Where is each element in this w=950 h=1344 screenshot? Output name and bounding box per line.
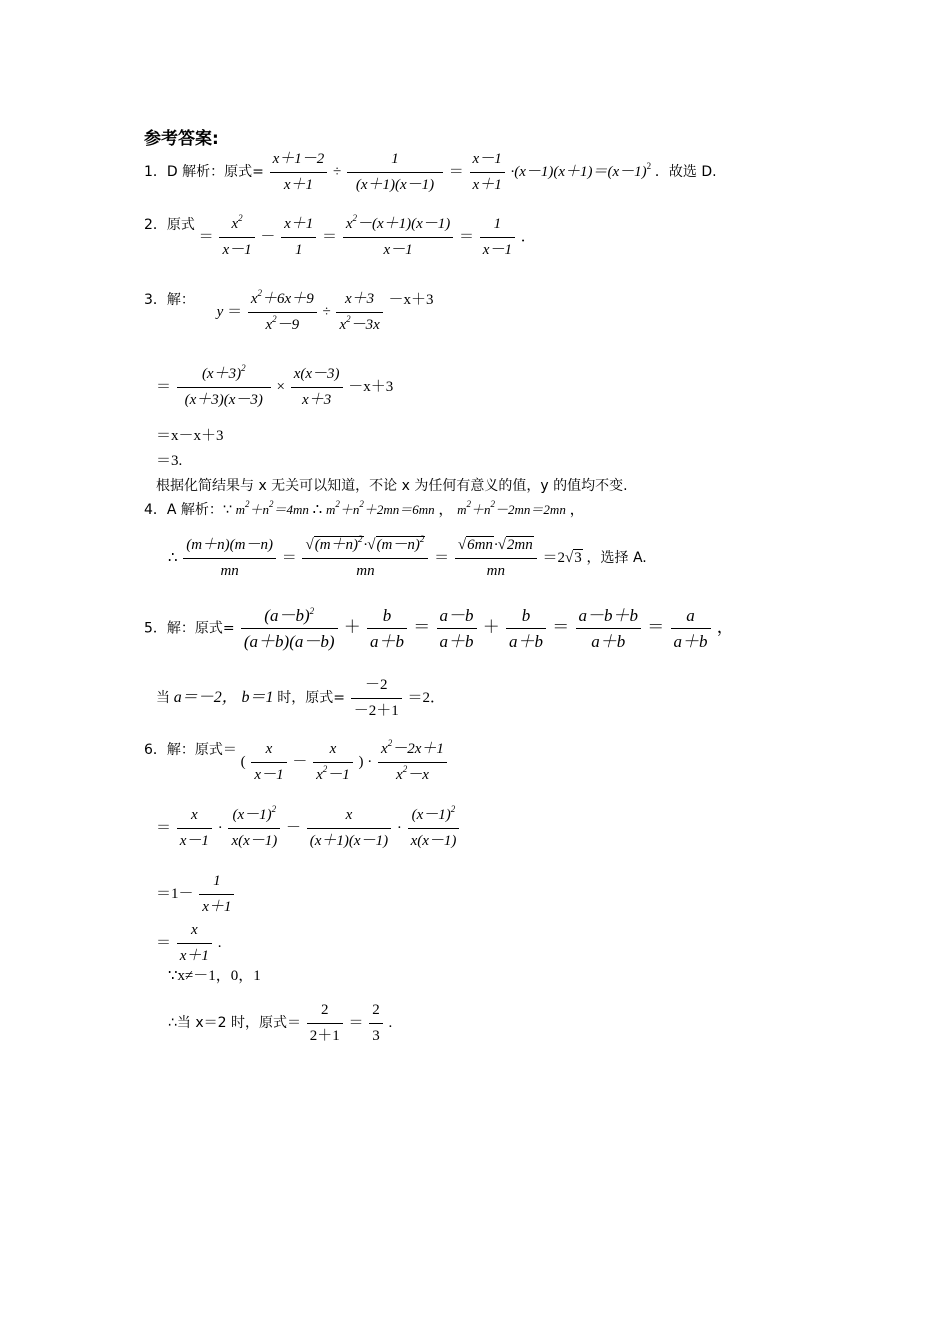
q3-label: 3．解： — [144, 291, 195, 308]
q6-frac-1: $\frac{x}{x-1}$ — [251, 740, 286, 785]
q1-frac-2: $\frac{1}{(x+1)(x-1)}$ — [347, 150, 443, 195]
q5-mid: 时，原式= — [277, 689, 346, 706]
q3-divide: ÷ — [322, 303, 331, 320]
q6-step6-frac-1: $\frac{2}{2+1}$ — [307, 1001, 343, 1046]
q4-therefore: ∴ — [312, 502, 323, 518]
q6-dot: · — [367, 753, 373, 770]
q5-line-1 — [144, 606, 734, 651]
q2-minus: － — [260, 228, 276, 245]
q5-label: 5．解：原式= — [144, 620, 235, 637]
q2-frac-2: $\frac{x+1}{1}$ — [281, 215, 316, 260]
q1-tail: ·(x－1)(x＋1)＝(x－1) — [510, 163, 647, 180]
q4-label: 4．A 解析：∵ — [144, 502, 232, 518]
q6-step2-frac-1: $\frac{x}{x-1}$ — [177, 806, 212, 851]
q5-b-value: b＝1 — [241, 688, 274, 706]
q4-cond-2: $m^2+n^2+2mn=6mn$ — [325, 499, 435, 517]
q3-line-1 — [144, 290, 434, 335]
q6-right-paren: ) — [358, 753, 364, 770]
q3-frac-1: $\frac{x^2+6x+9}{x^2-9}$ — [248, 290, 317, 335]
q1-frac-1: $\frac{x+1-2}{x+1}$ — [270, 150, 328, 195]
q3-step2-frac-2: $\frac{x(x-3)}{x+3}$ — [291, 365, 343, 410]
q3-y: y — [216, 303, 224, 320]
q3-line-2 — [156, 365, 393, 410]
q2-frac-1: $\frac{x^2}{x-1}$ — [219, 215, 254, 260]
q1-end: ．故选 D. — [654, 163, 717, 180]
q4-equals-2: ＝ — [434, 549, 450, 566]
q5-when: 当 — [156, 689, 170, 706]
q3-line-3: ＝x－x＋3 — [156, 428, 224, 444]
q1-label: 1．D 解析：原式= — [144, 163, 264, 180]
q3-times: × — [276, 378, 285, 395]
q5-frac-2: $\frac{b}{a+b}$ — [367, 606, 407, 651]
q2-equals-1: ＝ — [198, 228, 214, 245]
q4-comma-2: ， — [569, 502, 585, 518]
q4-equals-1: ＝ — [281, 549, 297, 566]
q3-step2-tail: －x＋3 — [348, 378, 394, 395]
q6-step6-equals: ＝ — [348, 1014, 364, 1031]
q3-step2-equals: ＝ — [156, 378, 172, 395]
q3-step2-frac-1: $\frac{(x+3)^2}{(x+3)(x-3)}$ — [177, 365, 271, 410]
q5-frac-5: $\frac{a-b+b}{a+b}$ — [576, 606, 642, 651]
q2-line — [144, 215, 536, 260]
q4-frac-3: $\frac{√6mn\cdot√2mn}{mn}$ — [455, 536, 537, 581]
q5-a-value: a＝－2， — [173, 688, 238, 706]
q5-line-2 — [156, 676, 445, 721]
q6-line-6 — [168, 1001, 392, 1046]
q5-plus-2: ＋ — [482, 617, 500, 637]
q6-step2-equals: ＝ — [156, 819, 172, 836]
q6-step6-pre: ∴当 x＝2 时，原式＝ — [168, 1014, 301, 1031]
q5-result: ＝2． — [407, 689, 446, 706]
q5-frac-1: $\frac{(a-b)^2}{(a+b)(a-b)}$ — [241, 606, 338, 651]
q5-equals-3: ＝ — [647, 617, 665, 637]
q6-step2-dot-2: · — [396, 819, 402, 836]
q2-end: ． — [520, 228, 536, 245]
q2-label: 2．原式 — [144, 216, 195, 233]
q4-cond-1: $m^2+n^2=4mn$ — [235, 499, 309, 517]
q4-comma: ， — [438, 502, 454, 518]
q3-frac-2: $\frac{x+3}{x^2-3x}$ — [336, 290, 382, 335]
q4-line-2 — [168, 536, 647, 581]
q4-therefore-2: ∴ — [168, 549, 178, 566]
q4-result: ＝2 — [542, 549, 566, 566]
answer-heading: 参考答案: — [144, 129, 219, 149]
q5-equals-1: ＝ — [413, 617, 431, 637]
q6-step6-end: . — [388, 1014, 393, 1031]
q2-equals-2: ＝ — [322, 228, 338, 245]
q3-conclusion: 根据化简结果与 x 无关可以知道，不论 x 为任何有意义的值，y 的值均不变. — [156, 478, 628, 494]
q3-equals: ＝ — [227, 303, 243, 320]
q6-step2-frac-4: $\frac{(x-1)^2}{x(x-1)}$ — [408, 806, 460, 851]
q5-value-frac: $\frac{-2}{-2+1}$ — [351, 676, 402, 721]
q6-step4-end: . — [217, 934, 222, 951]
q5-end: ， — [716, 617, 734, 637]
q1-line — [144, 150, 717, 195]
q6-line-2 — [156, 806, 461, 851]
q2-frac-3: $\frac{x^2-(x+1)(x-1)}{x-1}$ — [343, 215, 453, 260]
q6-label: 6．解：原式＝ — [144, 741, 237, 758]
q4-result-root: √3 — [565, 549, 582, 566]
q6-step2-minus: － — [286, 819, 302, 836]
q6-minus: － — [292, 753, 308, 770]
q3-line-4: ＝3. — [156, 453, 183, 469]
q4-end: ，选择 A. — [586, 549, 647, 566]
q4-cond-3: $m^2+n^2-2mn=2mn$ — [457, 499, 566, 517]
q5-plus-1: ＋ — [343, 617, 361, 637]
q6-step2-frac-2: $\frac{(x-1)^2}{x(x-1)}$ — [228, 806, 280, 851]
q6-step4-pre: ＝ — [156, 934, 172, 951]
q4-frac-1: $\frac{(m+n)(m-n)}{mn}$ — [183, 536, 276, 581]
q1-equals: ＝ — [448, 163, 464, 180]
q1-tail-exponent: 2 — [646, 160, 652, 171]
q6-line-4 — [156, 921, 221, 966]
q6-left-paren: ( — [240, 753, 246, 770]
q5-frac-3: $\frac{a-b}{a+b}$ — [437, 606, 477, 651]
q1-frac-3: $\frac{x-1}{x+1}$ — [470, 150, 505, 195]
q6-line-3 — [156, 872, 236, 917]
q6-step6-frac-2: $\frac{2}{3}$ — [369, 1001, 383, 1046]
q6-step2-dot-1: · — [217, 819, 223, 836]
q6-step2-frac-3: $\frac{x}{(x+1)(x-1)}$ — [307, 806, 391, 851]
q2-equals-3: ＝ — [459, 228, 475, 245]
q6-line-5: ∵x≠－1，0，1 — [168, 968, 261, 984]
q4-line-1 — [144, 500, 585, 520]
q1-divide: ÷ — [333, 163, 342, 180]
q5-frac-4: $\frac{b}{a+b}$ — [506, 606, 546, 651]
q3-tail: －x＋3 — [388, 291, 434, 308]
q4-frac-2: $\frac{√(m+n)^2\cdot√(m-n)^2}{mn}$ — [302, 536, 428, 581]
q5-frac-6: $\frac{a}{a+b}$ — [671, 606, 711, 651]
q6-step3-pre: ＝1－ — [156, 885, 194, 902]
q6-line-1 — [144, 740, 449, 785]
q6-step4-frac: $\frac{x}{x+1}$ — [177, 921, 212, 966]
q2-frac-4: $\frac{1}{x-1}$ — [480, 215, 515, 260]
q6-frac-3: $\frac{x^2-2x+1}{x^2-x}$ — [378, 740, 447, 785]
q5-equals-2: ＝ — [552, 617, 570, 637]
q6-step3-frac: $\frac{1}{x+1}$ — [199, 872, 234, 917]
q6-frac-2: $\frac{x}{x^2-1}$ — [313, 740, 353, 785]
